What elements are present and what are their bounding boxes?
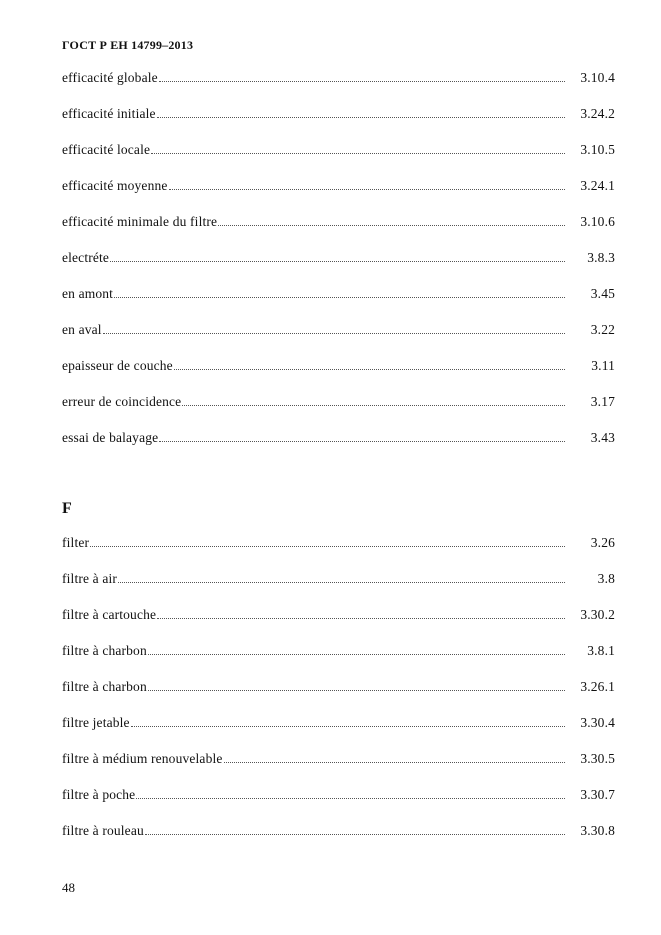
index-entry xyxy=(62,714,615,750)
index-reference: 3.10.5 xyxy=(580,142,615,157)
index-term: efficacité globale xyxy=(62,70,158,85)
index-entry xyxy=(62,177,615,213)
index-term: filtre à cartouche xyxy=(62,607,157,622)
index-term: filtre à poche xyxy=(62,787,136,802)
index-reference: 3.30.8 xyxy=(580,823,615,838)
index-term: essai de balayage xyxy=(62,430,159,445)
index-reference: 3.30.2 xyxy=(580,607,615,622)
index-term: efficacité moyenne xyxy=(62,178,168,193)
dot-leader xyxy=(136,788,565,799)
dot-leader xyxy=(90,536,565,547)
dot-leader xyxy=(157,107,565,118)
index-entry xyxy=(62,249,615,285)
index-entry xyxy=(62,750,615,786)
index-term: filtre à charbon xyxy=(62,643,147,658)
index-entry xyxy=(62,141,615,177)
index-term: filtre jetable xyxy=(62,715,130,730)
index-reference: 3.10.4 xyxy=(580,70,615,85)
index-reference: 3.8.1 xyxy=(587,643,615,658)
index-reference: 3.10.6 xyxy=(580,214,615,229)
index-section-e xyxy=(62,69,615,465)
dot-leader xyxy=(148,680,565,691)
index-entry xyxy=(62,822,615,858)
dot-leader xyxy=(110,251,565,262)
dot-leader xyxy=(159,71,565,82)
dot-leader xyxy=(174,359,565,370)
dot-leader xyxy=(148,644,565,655)
index-term: filter xyxy=(62,535,90,550)
index-reference: 3.8.3 xyxy=(587,250,615,265)
index-term: en aval xyxy=(62,322,102,337)
index-entry xyxy=(62,570,615,606)
index-entry xyxy=(62,321,615,357)
page-number: 48 xyxy=(62,880,75,895)
index-entry xyxy=(62,285,615,321)
index-term: efficacité locale xyxy=(62,142,151,157)
index-entry xyxy=(62,105,615,141)
index-entry xyxy=(62,642,615,678)
index-reference: 3.45 xyxy=(590,286,615,301)
index-entry xyxy=(62,429,615,465)
dot-leader xyxy=(224,752,565,763)
index-entry xyxy=(62,678,615,714)
dot-leader xyxy=(169,179,565,190)
index-entry xyxy=(62,606,615,642)
index-entry xyxy=(62,357,615,393)
dot-leader xyxy=(182,395,565,406)
index-term: filtre à médium renouvelable xyxy=(62,751,223,766)
index-entry xyxy=(62,69,615,105)
dot-leader xyxy=(151,143,565,154)
index-reference: 3.26 xyxy=(590,535,615,550)
index-reference: 3.24.2 xyxy=(580,106,615,121)
index-entry xyxy=(62,786,615,822)
index-section-f xyxy=(62,498,615,858)
index-term: epaisseur de couche xyxy=(62,358,173,373)
index-term: filtre à charbon xyxy=(62,679,147,694)
index-term: en amont xyxy=(62,286,114,301)
dot-leader xyxy=(157,608,565,619)
index-reference: 3.26.1 xyxy=(580,679,615,694)
index-reference: 3.11 xyxy=(591,358,615,373)
index-reference: 3.22 xyxy=(590,322,615,337)
document-header: ГОСТ Р ЕН 14799–2013 xyxy=(62,38,194,52)
index-reference: 3.43 xyxy=(590,430,615,445)
dot-leader xyxy=(114,287,565,298)
index-entry xyxy=(62,534,615,570)
dot-leader xyxy=(103,323,565,334)
dot-leader xyxy=(145,824,565,835)
index-term: filtre à rouleau xyxy=(62,823,144,838)
index-term: erreur de coincidence xyxy=(62,394,182,409)
index-term: electréte xyxy=(62,250,110,265)
index-term: efficacité initiale xyxy=(62,106,156,121)
index-term: efficacité minimale du filtre xyxy=(62,214,218,229)
dot-leader xyxy=(131,716,565,727)
dot-leader xyxy=(218,215,565,226)
index-entry xyxy=(62,213,615,249)
section-letter: F xyxy=(62,500,72,517)
index-reference: 3.8 xyxy=(597,571,615,586)
index-reference: 3.24.1 xyxy=(580,178,615,193)
index-entry xyxy=(62,393,615,429)
dot-leader xyxy=(159,431,565,442)
index-term: filtre à air xyxy=(62,571,118,586)
index-reference: 3.30.4 xyxy=(580,715,615,730)
index-reference: 3.17 xyxy=(590,394,615,409)
index-reference: 3.30.7 xyxy=(580,787,615,802)
dot-leader xyxy=(118,572,565,583)
index-reference: 3.30.5 xyxy=(580,751,615,766)
